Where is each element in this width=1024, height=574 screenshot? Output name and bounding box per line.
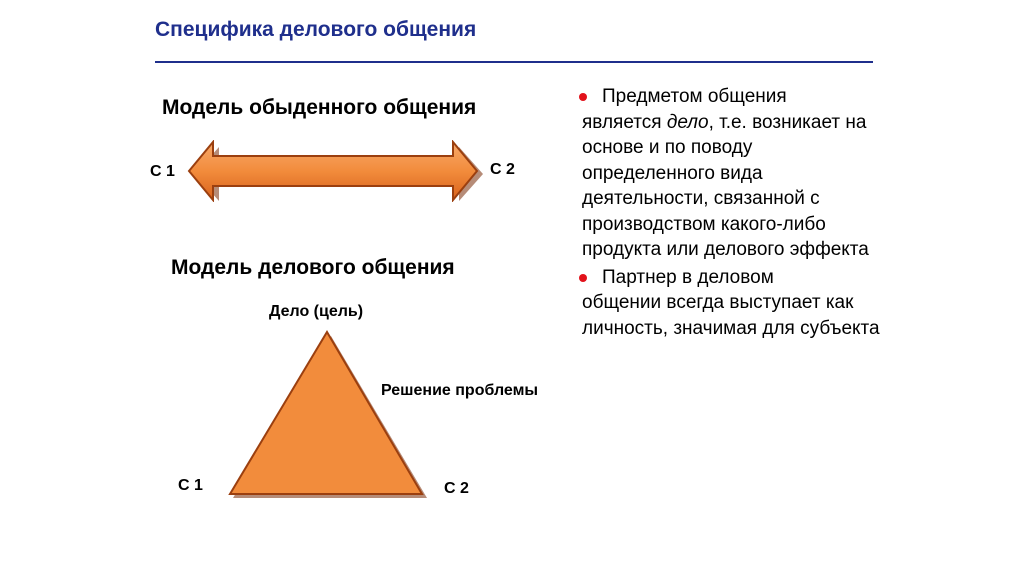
everyday-right-label: С 2 bbox=[490, 161, 515, 178]
bullet-dot-icon bbox=[579, 93, 587, 101]
bullet-1-line-2-post: , т.е. bbox=[708, 111, 747, 133]
title-divider bbox=[155, 61, 873, 63]
bullet-item-2 bbox=[582, 265, 882, 342]
everyday-left-label: С 1 bbox=[150, 163, 175, 180]
bullet-item-1 bbox=[582, 84, 882, 263]
business-left-label: С 1 bbox=[178, 477, 203, 494]
bullet-list bbox=[582, 84, 882, 343]
bullet-2-line-1: Партнер в деловом bbox=[602, 266, 774, 288]
everyday-model-heading: Модель обыденного общения bbox=[162, 96, 477, 119]
triangle-icon bbox=[224, 328, 434, 503]
business-model-heading: Модель делового общения bbox=[171, 256, 455, 279]
business-right-label: С 2 bbox=[444, 480, 469, 497]
bullet-2-rest: общении всегда выступает как личность, значимая для субъекта bbox=[582, 292, 880, 339]
double-arrow-icon bbox=[186, 140, 486, 202]
bullet-1-rest: возникает на основе и по поводу определенного вида деятельности, связанной с производством какого-либо продукта или делового эффекта bbox=[582, 111, 869, 260]
goal-label: Дело (цель) bbox=[269, 303, 364, 320]
slide-title: Специфика делового общения bbox=[155, 18, 477, 41]
bullet-1-line-2-pre: является bbox=[582, 111, 667, 133]
bullet-1-emphasis: дело bbox=[666, 111, 709, 133]
bullet-dot-icon bbox=[579, 274, 587, 282]
bullet-1-line-1: Предметом общения bbox=[602, 86, 787, 107]
problem-solving-label: Решение проблемы bbox=[381, 382, 539, 399]
